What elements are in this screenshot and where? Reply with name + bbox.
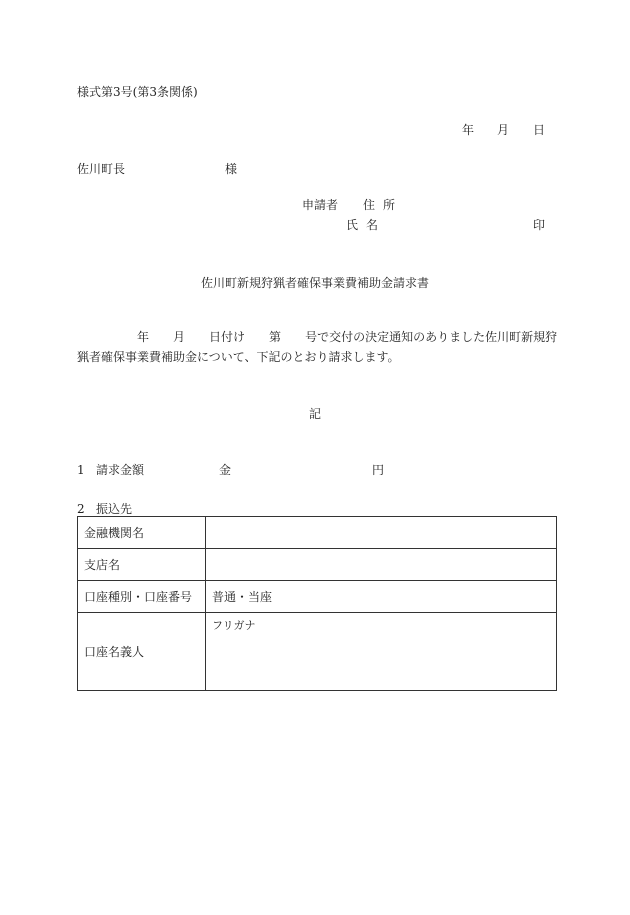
item1-number: 1 xyxy=(77,463,85,477)
ki-heading: 記 xyxy=(308,407,321,421)
institution-label: 金融機関名 xyxy=(78,517,206,549)
holder-label: 口座名義人 xyxy=(78,613,206,691)
furigana-label: フリガナ xyxy=(212,619,256,632)
form-number: 様式第3号(第3条関係) xyxy=(77,85,198,99)
body-month: 月 xyxy=(173,330,186,344)
account-type-label: 口座種別・口座番号 xyxy=(78,581,206,613)
body-line-1 xyxy=(137,331,557,343)
institution-field[interactable] xyxy=(206,517,557,549)
item1-kin: 金 xyxy=(219,463,232,477)
applicant-label: 申請者 xyxy=(302,198,339,212)
item2-number: 2 xyxy=(77,502,85,516)
seal-label: 印 xyxy=(533,218,546,232)
name-label: 氏名 xyxy=(346,218,387,232)
item1-label: 請求金額 xyxy=(96,463,145,477)
bank-table xyxy=(77,516,557,691)
date-month-label: 月 xyxy=(497,123,510,137)
item2-label: 振込先 xyxy=(96,502,133,516)
holder-field[interactable] xyxy=(206,613,557,691)
body-year: 年 xyxy=(137,330,150,344)
date-year-label: 年 xyxy=(462,123,475,137)
table-row xyxy=(78,581,557,613)
body-rest-line1: 号で交付の決定通知のありました佐川町新規狩 xyxy=(305,330,558,344)
table-row xyxy=(78,517,557,549)
document-title: 佐川町新規狩猟者確保事業費補助金請求書 xyxy=(200,276,429,290)
table-row xyxy=(78,613,557,691)
item1-yen: 円 xyxy=(372,463,385,477)
addressee-name: 佐川町長 xyxy=(77,162,126,176)
branch-field[interactable] xyxy=(206,549,557,581)
body-dai: 第 xyxy=(269,330,282,344)
body-line-2: 猟者確保事業費補助金について、下記のとおり請求します。 xyxy=(77,350,400,364)
address-label: 住所 xyxy=(363,198,404,212)
date-day-label: 日 xyxy=(533,123,546,137)
table-row xyxy=(78,549,557,581)
body-date-attached: 日付け xyxy=(209,330,246,344)
addressee-honorific: 様 xyxy=(225,162,238,176)
account-type-field[interactable]: 普通・当座 xyxy=(206,581,557,613)
branch-label: 支店名 xyxy=(78,549,206,581)
